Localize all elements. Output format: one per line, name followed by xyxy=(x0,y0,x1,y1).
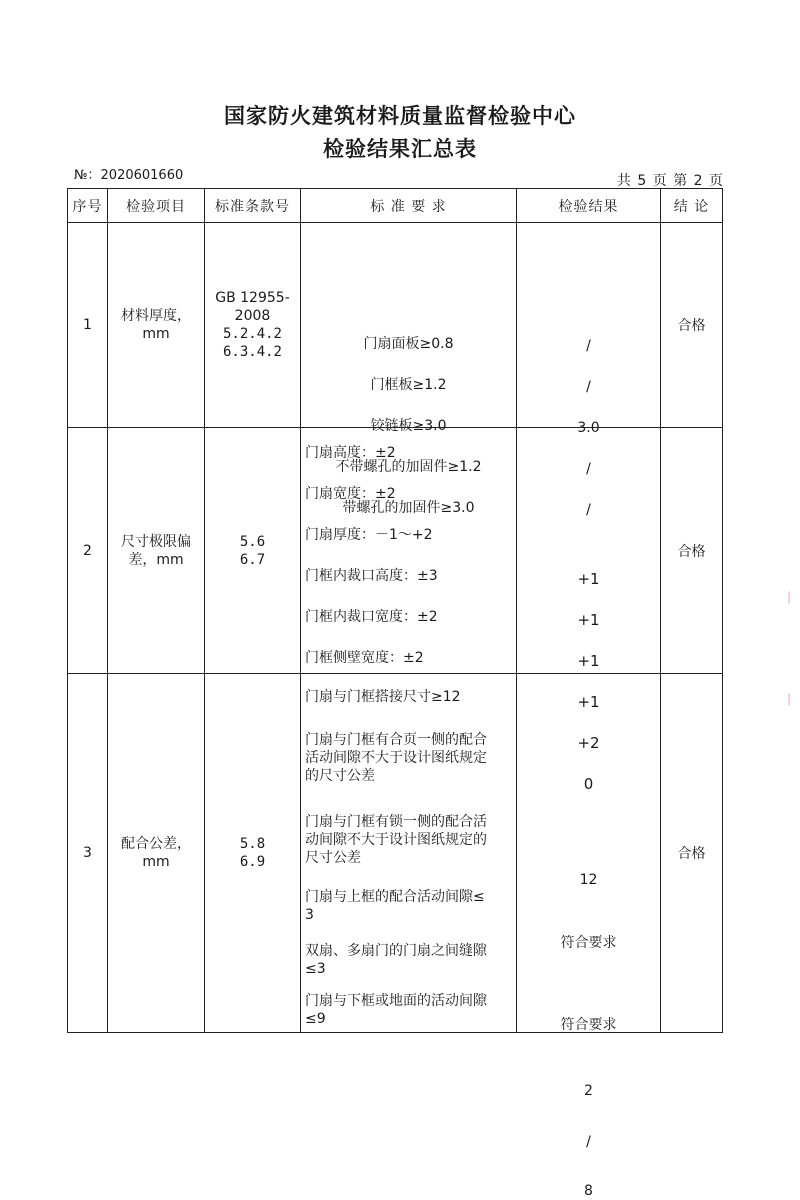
test-result: / xyxy=(586,379,591,395)
stamp-mark-icon: 〡 xyxy=(782,591,796,607)
test-result: / xyxy=(586,502,591,518)
row-number: 3 xyxy=(68,674,108,1033)
test-result: 0 xyxy=(583,774,594,793)
column-header: 标 准 要 求 xyxy=(301,189,517,223)
table-header-row xyxy=(68,189,723,223)
document-subtitle: 检验结果汇总表 xyxy=(323,137,477,161)
requirement-text: 不带螺孔的加固件≥1.2 xyxy=(335,459,482,475)
results-cell xyxy=(517,674,661,1199)
page-info: 共 5 页 第 2 页 xyxy=(616,173,724,189)
test-result: 2 xyxy=(584,1083,593,1099)
column-header: 序号 xyxy=(68,189,108,223)
test-result: 符合要求 xyxy=(560,935,617,951)
requirement-text: 门扇高度：±2 xyxy=(305,445,396,461)
requirement-text: 铰链板≥3.0 xyxy=(370,418,447,434)
table-row xyxy=(68,223,723,428)
requirement-text: 门扇厚度：－1～+2 xyxy=(305,527,433,543)
requirement-text: 门扇宽度：±2 xyxy=(305,486,396,502)
requirement-text: 门框内裁口宽度：±2 xyxy=(305,609,438,625)
test-item: 配合公差， mm xyxy=(108,674,205,1033)
results-cell xyxy=(517,223,661,518)
test-result: +1 xyxy=(577,569,600,588)
stamp-mark-icon: 〡 xyxy=(782,693,796,709)
requirement-text: 门扇与门框有锁一侧的配合活 动间隙不大于设计图纸规定的 尺寸公差 xyxy=(305,814,487,866)
requirement-text: 门扇面板≥0.8 xyxy=(363,336,454,352)
requirements-cell xyxy=(301,674,517,1033)
test-result: 8 xyxy=(584,1183,593,1199)
test-item: 尺寸极限偏 差，mm xyxy=(108,428,205,674)
requirement-text: 门扇与门框有合页一侧的配合 活动间隙不大于设计图纸规定 的尺寸公差 xyxy=(305,732,487,784)
standard-clause: 5.8 6.9 xyxy=(205,674,301,1033)
test-result: / xyxy=(586,338,591,354)
row-number: 1 xyxy=(68,223,108,428)
requirement-text: 门扇与上框的配合活动间隙≤ 3 xyxy=(305,889,485,923)
results-table xyxy=(67,188,723,1199)
column-header: 标准条款号 xyxy=(205,189,301,223)
test-result: / xyxy=(586,1134,591,1150)
document-title: 国家防火建筑材料质量监督检验中心 xyxy=(224,104,576,128)
test-result: +1 xyxy=(577,692,600,711)
requirement-text: 门扇与下框或地面的活动间隙 ≤9 xyxy=(305,993,487,1027)
column-header: 检验结果 xyxy=(517,189,661,223)
conclusion: 合格 xyxy=(661,674,723,1033)
report-number: №：2020601660 xyxy=(74,168,184,183)
column-header: 检验项目 xyxy=(108,189,205,223)
requirement-text: 门扇与门框搭接尺寸≥12 xyxy=(305,689,461,705)
standard-clause: 5.6 6.7 xyxy=(205,428,301,674)
test-result: +1 xyxy=(577,610,600,629)
standard-clause: GB 12955- 2008 5.2.4.2 6.3.4.2 xyxy=(205,223,301,428)
test-result: / xyxy=(586,461,591,477)
test-result: +2 xyxy=(577,733,600,752)
test-result: +1 xyxy=(577,651,600,670)
conclusion: 合格 xyxy=(661,223,723,428)
test-result: 12 xyxy=(579,872,598,888)
requirement-text: 双扇、多扇门的门扇之间缝隙 ≤3 xyxy=(305,943,487,977)
test-result: 3.0 xyxy=(577,420,600,436)
column-header: 结 论 xyxy=(661,189,723,223)
conclusion: 合格 xyxy=(661,428,723,674)
requirement-text: 门框侧壁宽度：±2 xyxy=(305,650,424,666)
test-result: 符合要求 xyxy=(560,1017,617,1033)
requirement-text: 门框内裁口高度：±3 xyxy=(305,568,438,584)
table-row xyxy=(68,674,723,1033)
test-item: 材料厚度， mm xyxy=(108,223,205,428)
row-number: 2 xyxy=(68,428,108,674)
requirement-text: 带螺孔的加固件≥3.0 xyxy=(342,500,475,516)
requirement-text: 门框板≥1.2 xyxy=(370,377,447,393)
